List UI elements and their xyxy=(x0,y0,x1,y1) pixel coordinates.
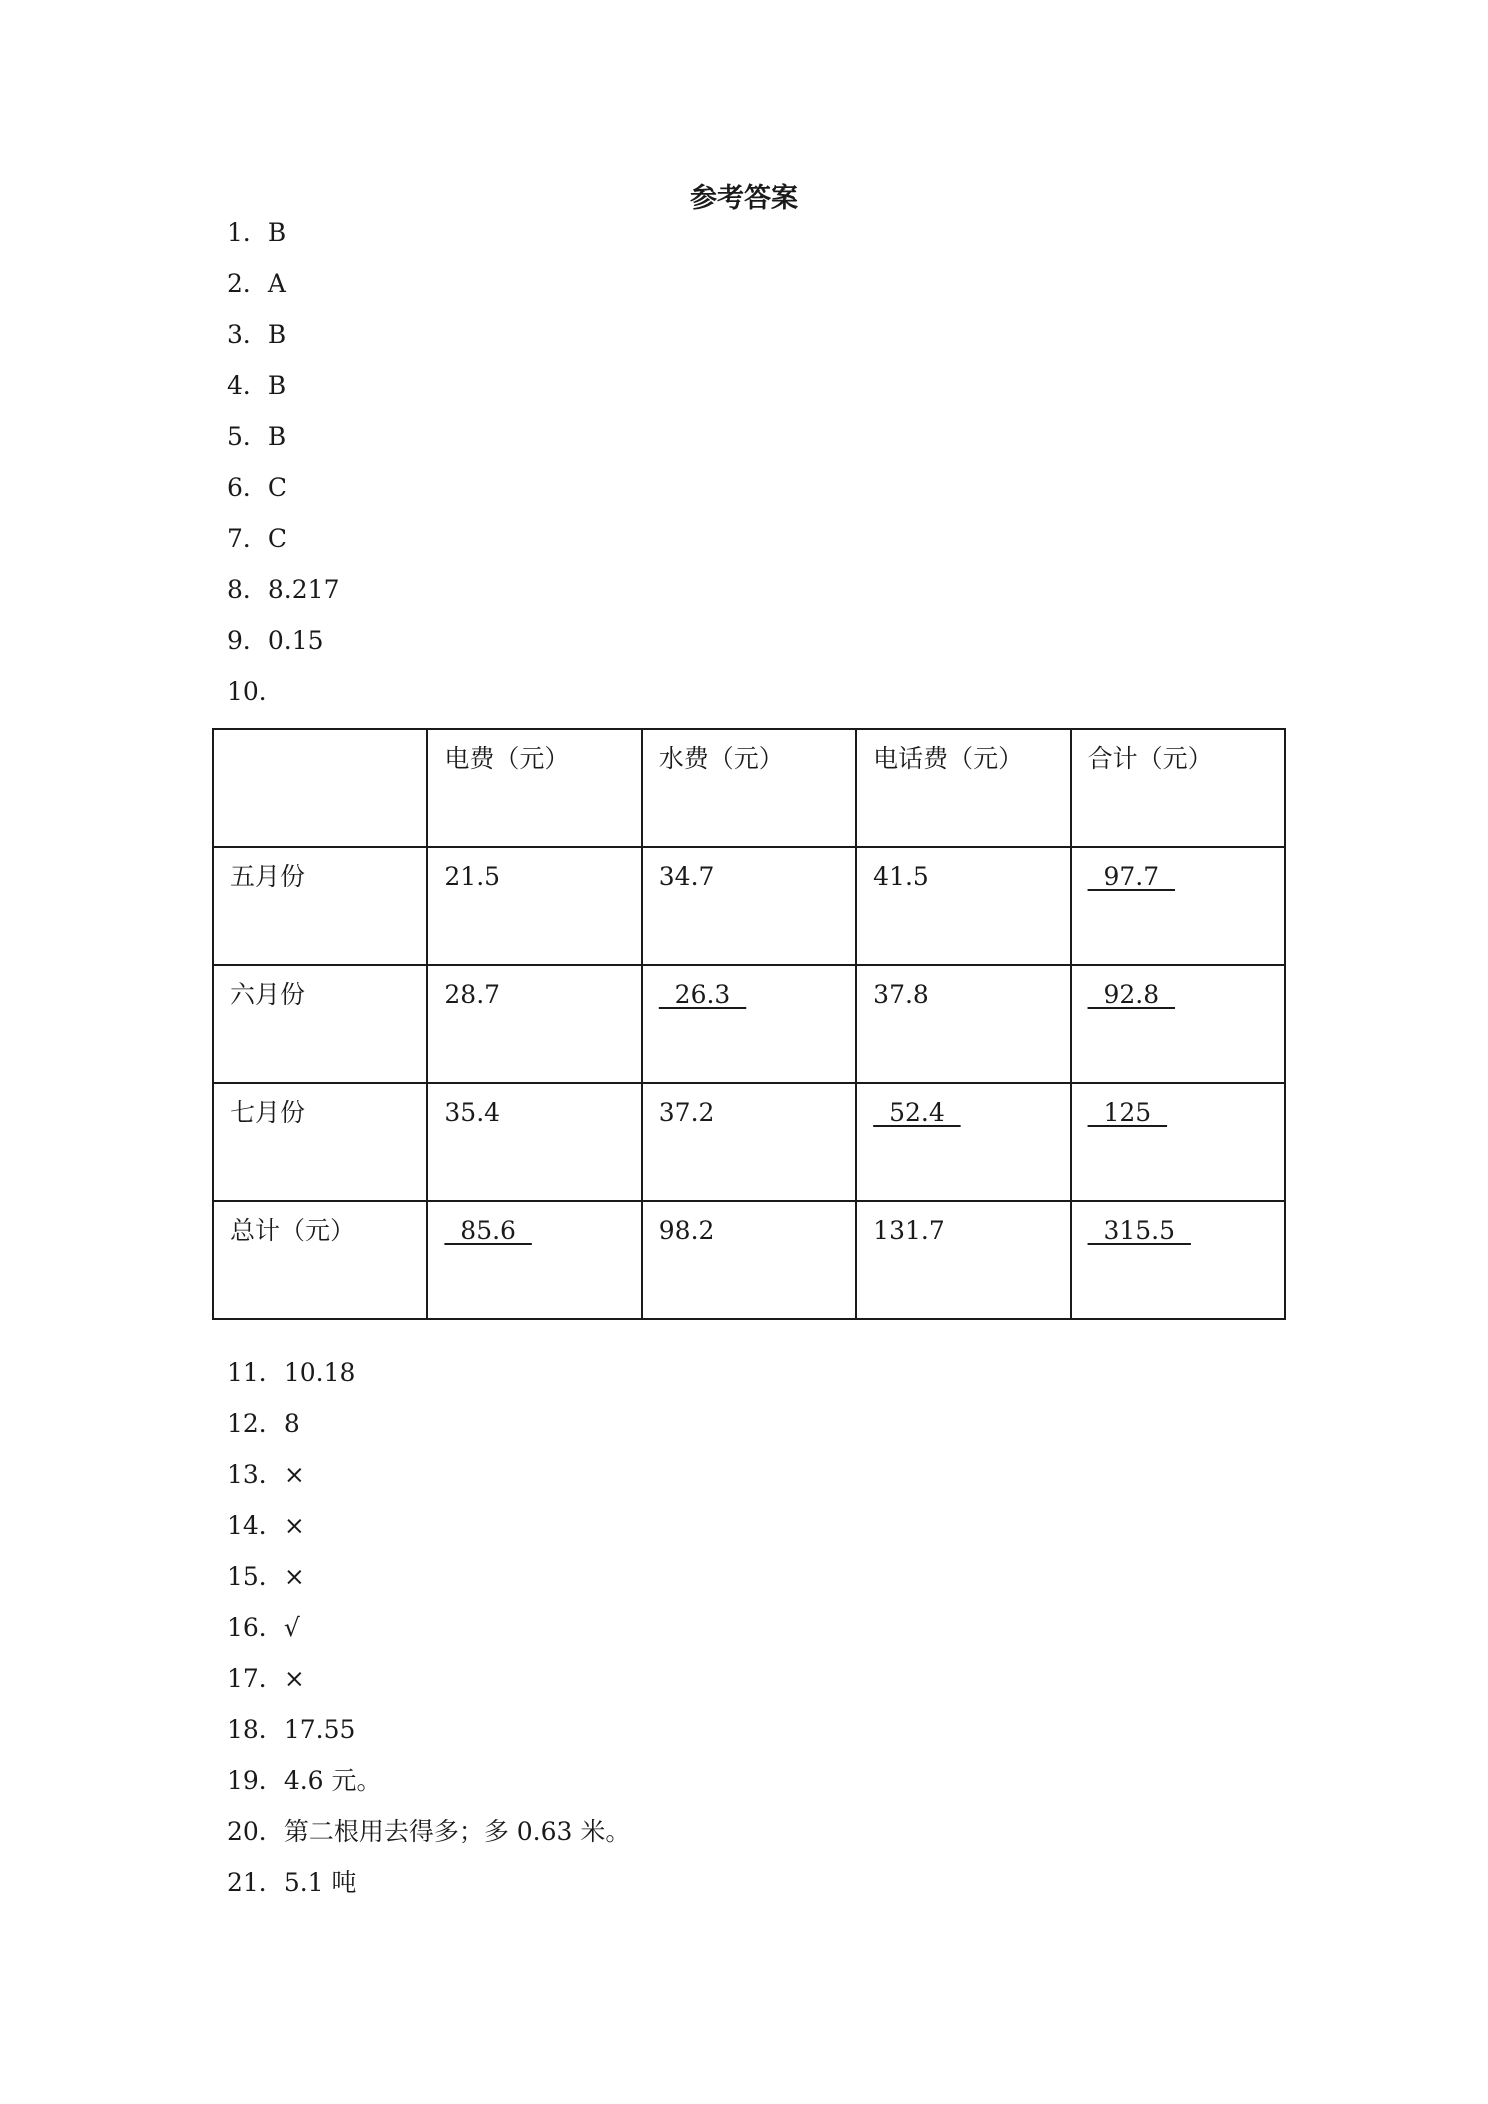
answer-text: × xyxy=(283,1511,305,1540)
table-cell: 28.7 xyxy=(427,965,641,1083)
answer-item xyxy=(227,1866,357,1900)
row-label: 总计（元） xyxy=(213,1201,427,1319)
answer-item xyxy=(227,1713,355,1747)
answer-item xyxy=(227,1611,300,1645)
filled-blank: 97.7 xyxy=(1087,862,1176,891)
table-cell: 98.2 xyxy=(642,1201,856,1319)
answer-item xyxy=(227,1662,305,1696)
table-row xyxy=(213,1083,1285,1201)
answer-number: 20． xyxy=(227,1817,284,1846)
filled-blank: 85.6 xyxy=(444,1216,532,1245)
answer-text: × xyxy=(283,1460,305,1489)
answer-text: × xyxy=(283,1562,305,1591)
answer-number: 4． xyxy=(227,371,268,400)
answer-number: 10． xyxy=(227,677,284,706)
answer-text: 0.15 xyxy=(267,626,324,655)
answer-number: 14． xyxy=(227,1511,284,1540)
table-header-cell: 合计（元） xyxy=(1071,729,1285,847)
answer-number: 9． xyxy=(227,626,268,655)
answer-text: 第二根用去得多；多 0.63 米。 xyxy=(283,1817,631,1846)
table-cell: 21.5 xyxy=(427,847,641,965)
fee-table xyxy=(212,728,1286,1320)
answer-item xyxy=(227,318,286,352)
table-cell: 37.2 xyxy=(642,1083,856,1201)
table-header-cell: 电费（元） xyxy=(427,729,641,847)
answer-item xyxy=(227,267,286,301)
table-cell-filled xyxy=(1071,847,1285,965)
answer-text: 5.1 吨 xyxy=(283,1868,357,1897)
filled-blank: 315.5 xyxy=(1087,1216,1191,1245)
table-cell-filled xyxy=(856,1083,1070,1201)
table-header-cell xyxy=(213,729,427,847)
answer-text: B xyxy=(267,422,287,451)
answer-number: 7． xyxy=(227,524,268,553)
answer-item xyxy=(227,522,287,556)
answer-text: 4.6 元。 xyxy=(283,1766,382,1795)
answer-item xyxy=(227,369,286,403)
row-label: 五月份 xyxy=(213,847,427,965)
table-cell: 131.7 xyxy=(856,1201,1070,1319)
table-cell: 41.5 xyxy=(856,847,1070,965)
table-cell-filled xyxy=(1071,965,1285,1083)
table-row xyxy=(213,965,1285,1083)
answer-text: C xyxy=(267,473,288,502)
table-row xyxy=(213,847,1285,965)
answer-item xyxy=(227,1764,382,1798)
answer-text: 8 xyxy=(283,1409,300,1438)
row-label: 七月份 xyxy=(213,1083,427,1201)
filled-blank: 26.3 xyxy=(658,980,747,1009)
answer-number: 21． xyxy=(227,1868,284,1897)
answer-number: 18． xyxy=(227,1715,284,1744)
answer-item xyxy=(227,420,286,454)
table-header-cell: 电话费（元） xyxy=(856,729,1070,847)
answer-number: 1． xyxy=(227,218,268,247)
table-cell-filled xyxy=(427,1201,641,1319)
table-row xyxy=(213,1201,1285,1319)
answer-number: 5． xyxy=(227,422,268,451)
filled-blank: 52.4 xyxy=(873,1098,961,1127)
answer-number: 11． xyxy=(227,1358,284,1387)
row-label: 六月份 xyxy=(213,965,427,1083)
table-cell-filled xyxy=(1071,1201,1285,1319)
answer-item xyxy=(227,1509,305,1543)
answer-item xyxy=(227,1407,300,1441)
answer-item xyxy=(227,1458,305,1492)
answer-number: 3． xyxy=(227,320,268,349)
answer-number: 17． xyxy=(227,1664,284,1693)
answer-item xyxy=(227,573,339,607)
page-title: 参考答案 xyxy=(690,183,798,214)
answer-item xyxy=(227,1560,305,1594)
answer-number: 15． xyxy=(227,1562,284,1591)
answer-number: 16． xyxy=(227,1613,284,1642)
answer-number: 12． xyxy=(227,1409,284,1438)
answer-text: A xyxy=(267,269,286,298)
answer-text: 8.217 xyxy=(267,575,340,604)
answer-item xyxy=(227,216,286,250)
answer-number: 6． xyxy=(227,473,268,502)
answer-item xyxy=(227,1356,355,1390)
answer-item xyxy=(227,624,324,658)
table-cell: 34.7 xyxy=(642,847,856,965)
answer-item xyxy=(227,675,284,709)
answer-number: 2． xyxy=(227,269,268,298)
filled-blank: 92.8 xyxy=(1087,980,1176,1009)
filled-blank: 125 xyxy=(1087,1098,1168,1127)
answer-text: 10.18 xyxy=(283,1358,356,1387)
answer-text: B xyxy=(267,320,287,349)
table-cell-filled xyxy=(1071,1083,1285,1201)
answer-item xyxy=(227,1815,630,1849)
table-cell-filled xyxy=(642,965,856,1083)
answer-text: C xyxy=(267,524,288,553)
table-cell: 37.8 xyxy=(856,965,1070,1083)
answer-number: 13． xyxy=(227,1460,284,1489)
answer-number: 8． xyxy=(227,575,268,604)
table-header-cell: 水费（元） xyxy=(642,729,856,847)
table-cell: 35.4 xyxy=(427,1083,641,1201)
answer-number: 19． xyxy=(227,1766,284,1795)
answer-item xyxy=(227,471,287,505)
answer-text: 17.55 xyxy=(283,1715,356,1744)
answer-text: B xyxy=(267,371,287,400)
answer-text: B xyxy=(267,218,287,247)
table-header-row xyxy=(213,729,1285,847)
answer-text: × xyxy=(283,1664,305,1693)
answer-text: √ xyxy=(283,1613,300,1642)
